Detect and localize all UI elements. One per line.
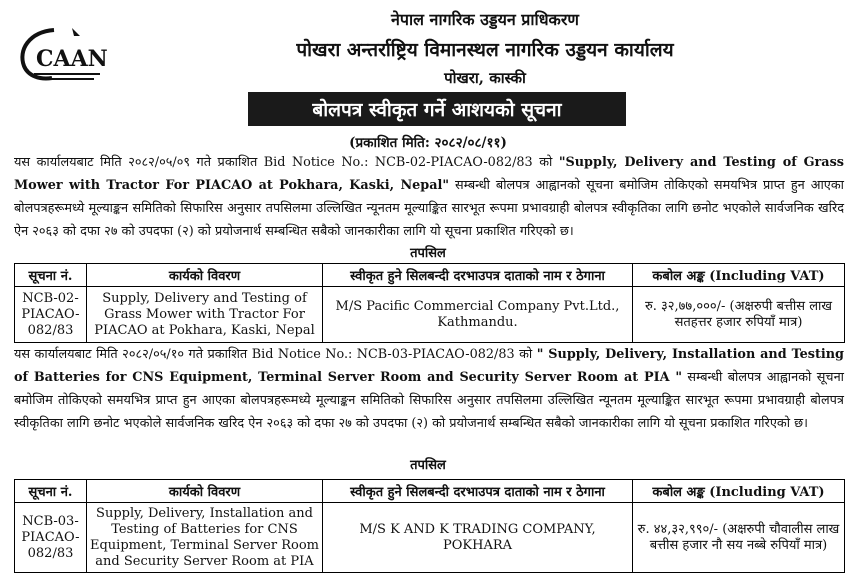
notice-no-cell: NCB-02-PIACAO-082/83 — [15, 287, 87, 343]
notice-1-table — [14, 263, 845, 343]
col-amount: कबोल अङ्क (Including VAT) — [633, 480, 845, 503]
notice-1-paragraph — [14, 151, 844, 243]
table-row — [15, 503, 845, 573]
notice-1-project-title: "Supply, Delivery and Testing of Grass Mower with Tractor For PIACAO at Pokhara, Kaski, Nepal" — [14, 155, 844, 193]
notice-2-text-b: सम्बन्धी बोलपत्र आह्वानको सूचना बमोजिम तोकिएको समयभित्र प्राप्त हुन आएका बोलपत्रहरूमध्ये मूल्याङ्कन समितिको सिफारिस अनुसार तपसिलमा उल्लिखित न्यूनतम मूल्याङ्कित सारभूत रूपमा प्रभावग्राही बोलपत्र स्वीकृतिका लागि छनोट भएकोले सार्वजनिक खरिद ऐन २०६३ को दफा २७ को उपदफा (२) को प्रयोजनार्थ सम्बन्धित सबैको जानकारीका लागि यो सूचना प्रकाशित गरिएको छ। — [14, 370, 844, 431]
notice-1-text-b: सम्बन्धी बोलपत्र आह्वानको सूचना बमोजिम तोकिएको समयभित्र प्राप्त हुन आएका बोलपत्रहरूमध्ये मूल्याङ्कन समितिको सिफारिस अनुसार तपसिलमा उल्लिखित न्यूनतम मूल्याङ्कित सारभूत रूपमा प्रभावग्राही बोलपत्र स्वीकृतिका लागि छनोट भएकोले सार्वजनिक खरिद ऐन २०६३ को दफा २७ को उपदफा (२) को प्रयोजनार्थ सम्बन्धित सबैको जानकारीका लागि यो सूचना प्रकाशित गरिएको छ। — [14, 178, 844, 239]
col-notice-no: सूचना नं. — [15, 264, 87, 287]
logo-text: CAAN — [36, 46, 108, 72]
notice-title: बोलपत्र स्वीकृत गर्ने आशयको सूचना — [248, 92, 626, 126]
section-heading-2: तपसिल — [410, 458, 446, 473]
notice-2-text-a: यस कार्यालयबाट मिति २०८२/०५/१० गते प्रकाशित Bid Notice No.: NCB-03-PIACAO-082/83 को — [14, 347, 537, 362]
notice-1-text-a: यस कार्यालयबाट मिति २०८२/०५/०९ गते प्रकाशित Bid Notice No.: NCB-02-PIACAO-082/83 को — [14, 155, 559, 170]
authority-name: नेपाल नागरिक उड्डयन प्राधिकरण — [391, 10, 579, 29]
bidder-cell: M/S K AND K TRADING COMPANY, POKHARA — [323, 503, 633, 573]
bidder-cell: M/S Pacific Commercial Company Pvt.Ltd., Kathmandu. — [323, 287, 633, 343]
published-date: (प्रकाशित मिति: २०८२/०८/११) — [349, 135, 507, 151]
col-bidder: स्वीकृत हुने सिलबन्दी दरभाउपत्र दाताको नाम र ठेगाना — [323, 480, 633, 503]
notice-2-table — [14, 479, 845, 573]
col-amount: कबोल अङ्क (Including VAT) — [633, 264, 845, 287]
description-cell: Supply, Delivery and Testing of Grass Mower with Tractor For PIACAO at Pokhara, Kaski, Nepal — [87, 287, 323, 343]
col-description: कार्यको विवरण — [87, 480, 323, 503]
office-location: पोखरा, कास्की — [444, 69, 526, 87]
amount-cell: रु. ३२,७७,०००/- (अक्षरुपी बत्तीस लाख सतहत्तर हजार रुपियाँ मात्र) — [633, 287, 845, 343]
col-description: कार्यको विवरण — [87, 264, 323, 287]
col-notice-no: सूचना नं. — [15, 480, 87, 503]
caan-logo — [14, 22, 114, 84]
section-heading-1: तपसिल — [410, 246, 446, 261]
notice-2-paragraph — [14, 343, 844, 435]
notice-2-project-title: " Supply, Delivery, Installation and Testing of Batteries for CNS Equipment, Terminal Server Room and Security Server Room at PIA " — [14, 347, 844, 385]
table-row — [15, 287, 845, 343]
notice-no-cell: NCB-03-PIACAO-082/83 — [15, 503, 87, 573]
amount-cell: रु. ४४,३२,९९०/- (अक्षरुपी चौवालीस लाख बत्तीस हजार नौ सय नब्बे रुपियाँ मात्र) — [633, 503, 845, 573]
office-name: पोखरा अन्तर्राष्ट्रिय विमानस्थल नागरिक उड्डयन कार्यालय — [296, 39, 674, 61]
col-bidder: स्वीकृत हुने सिलबन्दी दरभाउपत्र दाताको नाम र ठेगाना — [323, 264, 633, 287]
description-cell: Supply, Delivery, Installation and Testing of Batteries for CNS Equipment, Terminal Server Room and Security Server Room at PIA — [87, 503, 323, 573]
